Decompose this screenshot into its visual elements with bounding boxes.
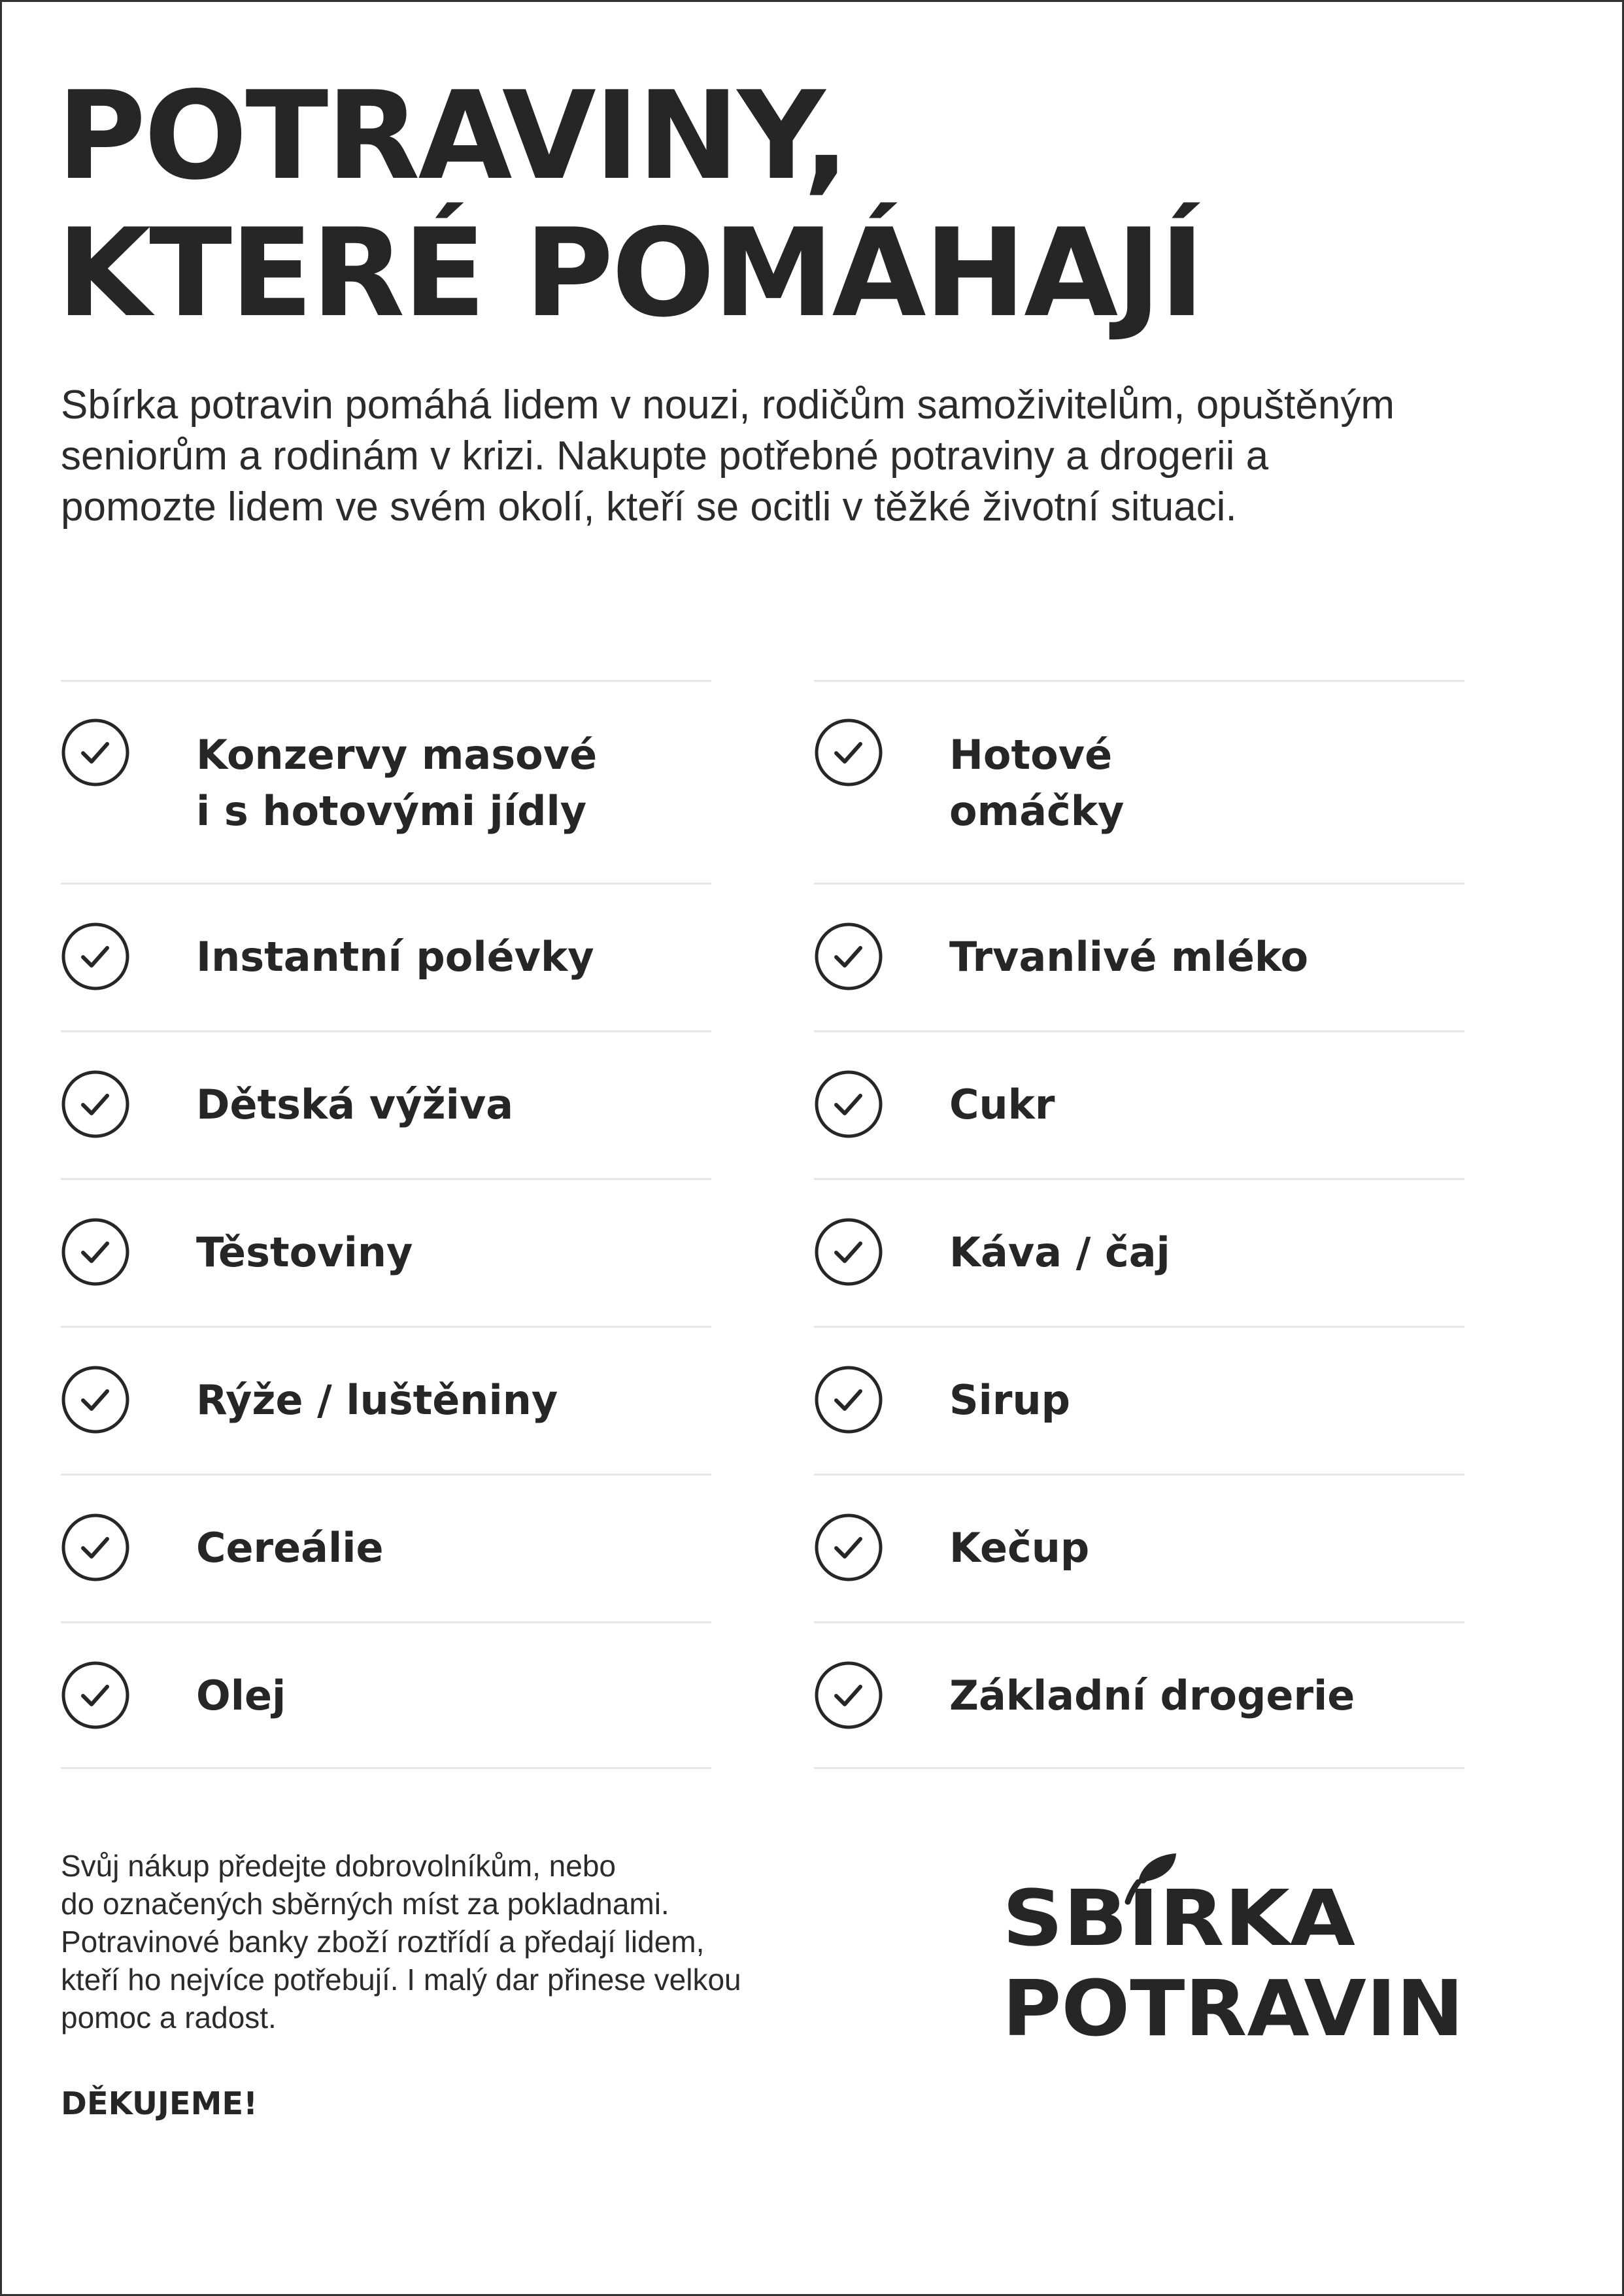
item-label (196, 727, 711, 839)
item-label-line-1: Káva / čaj (949, 1228, 1170, 1276)
sbirka-potravin-logo (1000, 1851, 1470, 2047)
thanks-text: DĚKUJEME! (61, 2085, 258, 2122)
check-circle-icon (814, 922, 883, 991)
item-label-line-1: Instantní polévky (196, 933, 594, 981)
footer-line: do označených sběrných míst za pokladnami. (61, 1887, 669, 1921)
item-label-line-1: Trvanlivé mléko (949, 933, 1309, 981)
check-circle-icon (814, 1365, 883, 1434)
check-circle-icon (814, 1217, 883, 1287)
list-item (61, 1326, 711, 1474)
title-line-2: KTERÉ POMÁHAJÍ (57, 202, 1203, 344)
item-label (196, 1520, 711, 1576)
list-item (61, 680, 711, 883)
item-label (949, 727, 1464, 839)
poster-title (57, 67, 1203, 342)
item-label-line-1: Hotové (949, 731, 1113, 779)
list-item (814, 1326, 1464, 1474)
items-right-column (814, 680, 1464, 1769)
footer-line: Svůj nákup předejte dobrovolníkům, nebo (61, 1849, 617, 1883)
check-circle-icon (61, 718, 130, 787)
footer-line: Potravinové banky zboží roztřídí a předají lidem, (61, 1925, 705, 1959)
check-circle-icon (814, 1513, 883, 1582)
item-label (196, 1224, 711, 1281)
check-circle-icon (61, 1365, 130, 1434)
items-left-column (61, 680, 711, 1769)
list-item (61, 1621, 711, 1769)
list-item (814, 1621, 1464, 1769)
item-label-line-1: Těstoviny (196, 1228, 413, 1276)
item-label-line-1: Olej (196, 1672, 286, 1719)
list-item (814, 1030, 1464, 1178)
list-item (814, 1474, 1464, 1621)
item-label-line-2: omáčky (949, 787, 1125, 835)
item-label-line-1: Sirup (949, 1376, 1071, 1424)
list-item (61, 1474, 711, 1621)
list-item (814, 1178, 1464, 1326)
list-item (61, 1030, 711, 1178)
item-label-line-1: Konzervy masové (196, 731, 598, 779)
item-label (949, 1668, 1464, 1724)
check-circle-icon (61, 1217, 130, 1287)
item-label-line-1: Cereálie (196, 1524, 384, 1572)
check-circle-icon (61, 1661, 130, 1730)
item-label (196, 1668, 711, 1724)
logo-line-2: POTRAVIN (1002, 1963, 1464, 2047)
item-label-line-1: Cukr (949, 1081, 1055, 1128)
check-circle-icon (814, 718, 883, 787)
item-label-line-1: Kečup (949, 1524, 1090, 1572)
item-label (949, 1372, 1464, 1428)
check-circle-icon (61, 922, 130, 991)
check-circle-icon (61, 1513, 130, 1582)
item-label-line-1: Dětská výživa (196, 1081, 514, 1128)
item-label (949, 1077, 1464, 1133)
item-label (949, 929, 1464, 985)
check-circle-icon (814, 1070, 883, 1139)
intro-paragraph: Sbírka potravin pomáhá lidem v nouzi, rodičům samoživitelům, opuštěným seniorům a rodinám v krizi. Nakupte potřebné potraviny a drogerii a pomozte lidem ve svém okolí, kteří se ocitli v těžké životní situaci. (61, 382, 1395, 530)
check-circle-icon (814, 1661, 883, 1730)
logo-line-1: SBÍRKA (1002, 1873, 1355, 1963)
list-item (814, 680, 1464, 883)
footer-line: kteří ho nejvíce potřebují. I malý dar přinese velkou (61, 1963, 741, 1997)
footer-paragraph (61, 1847, 924, 2036)
footer-line: pomoc a radost. (61, 2001, 277, 2034)
list-item (61, 883, 711, 1030)
list-item (814, 883, 1464, 1030)
item-label (196, 1077, 711, 1133)
item-label (196, 1372, 711, 1428)
check-circle-icon (61, 1070, 130, 1139)
list-item (61, 1178, 711, 1326)
item-label (949, 1520, 1464, 1576)
item-label (949, 1224, 1464, 1281)
item-label (196, 929, 711, 985)
item-label-line-1: Rýže / luštěniny (196, 1376, 558, 1424)
title-line-1: POTRAVINY, (57, 65, 848, 207)
item-label-line-2: i s hotovými jídly (196, 787, 587, 835)
item-label-line-1: Základní drogerie (949, 1672, 1355, 1719)
